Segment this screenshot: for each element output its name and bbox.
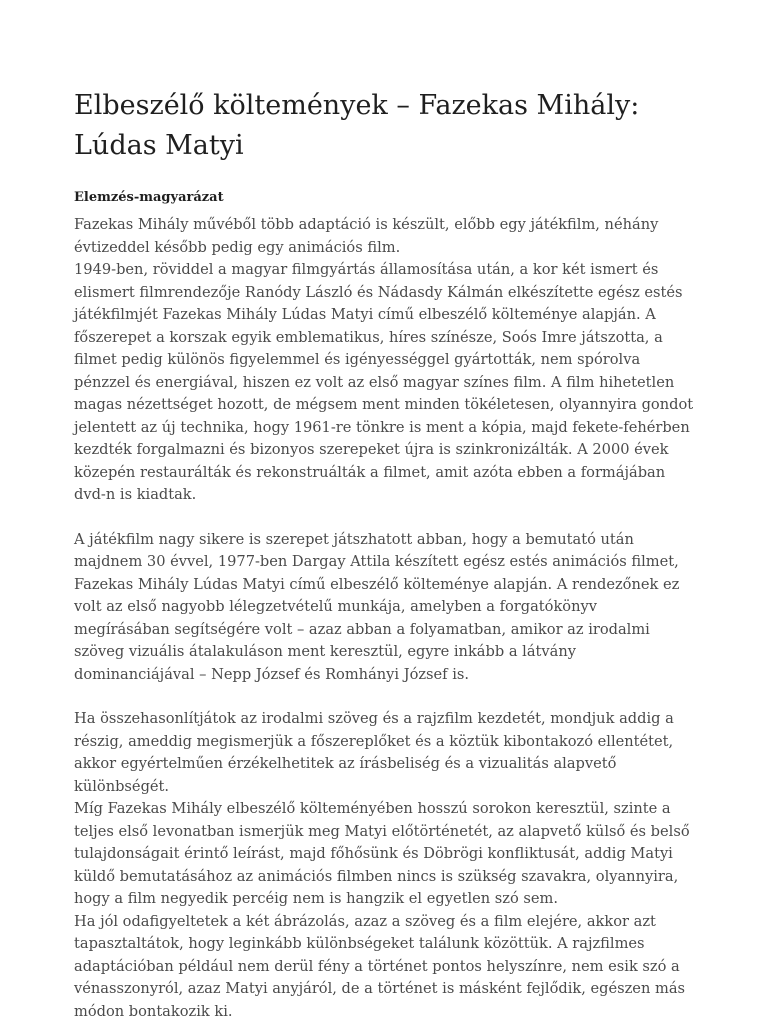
page-title: Elbeszélő költemények – Fazekas Mihály: Lúdas Matyi — [74, 90, 640, 161]
paragraph-gap — [74, 507, 696, 529]
section-subheading: Elemzés-magyarázat — [74, 190, 224, 205]
paragraph-poem-vs-film: Míg Fazekas Mihály elbeszélő költeményében hosszú sorokon keresztül, szinte a teljes első levonatban ismerjük meg Matyi előtörténetét, az alapvető külső és belső tulajdonságait érintő leírást, majd főhősünk és Döbrögi konfliktusát, addig Matyi küldő bemutatásához az animációs filmben nincs is szükség szavakra, olyannyira, hogy a film negyedik percéig nem is hangzik el egyetlen szó sem. — [74, 800, 690, 907]
paragraph-intro: Fazekas Mihály művéből több adaptáció is készült, előbb egy játékfilm, néhány évtizeddel később pedig egy animációs film. — [74, 216, 659, 256]
paragraph-animation: A játékfilm nagy sikere is szerepet játszhatott abban, hogy a bemutató után majdnem 30 évvel, 1977-ben Dargay Attila készített egész estés animációs filmet, Fazekas Mihály Lúdas Matyi című elbeszélő költeménye alapján. A rendezőnek ez volt az első nagyobb lélegzetvételű munkája, amelyben a forgatókönyv megírásában segítségére volt – azaz abban a folyamatban, amikor az irodalmi szöveg vizuális átalakuláson ment keresztül, egyre inkább a látvány dominanciájával – Nepp József és Romhányi József is. — [74, 530, 680, 683]
document-page — [74, 86, 696, 1023]
paragraph-gap — [74, 686, 696, 708]
paragraph-differences: Ha jól odafigyeltetek a két ábrázolás, azaz a szöveg és a film elejére, akkor azt tapasztaltátok, hogy leginkább különbségeket találunk közöttük. A rajzfilmes adaptációban például nem derül fény a történet pontos helyszínre, nem esik szó a vénasszonyról, azaz Matyi anyjáról, de a történet is másként fejlődik, egészen más módon bontakozik ki. — [74, 912, 686, 1020]
paragraph-comparison: Ha összehasonlítjátok az irodalmi szöveg és a rajzfilm kezdetét, mondjuk addig a részig, ameddig megismerjük a főszereplőket és a köztük kibontakozó ellentétet, akkor egyértelműen érzékelhetitek az írásbeliség és a vizualitás alapvető különbségét. — [74, 710, 674, 795]
paragraph-1949-film: 1949-ben, röviddel a magyar filmgyártás államosítása után, a kor két ismert és elismert filmrendezője Ranódy László és Nádasdy Kálmán elkészítette egész estés játékfilmjét Fazekas Mihály Lúdas Matyi című elbeszélő költeménye alapján. A főszerepet a korszak egyik emblematikus, híres színésze, Soós Imre játszotta, a filmet pedig különös figyelemmel és igényességgel gyártották, nem spórolva pénzzel és energiával, hiszen ez volt az első magyar színes film. A film hihetetlen magas nézettséget hozott, de mégsem ment minden tökéletesen, olyannyira gondot jelentett az új technika, hogy 1961-re tönkre is ment a kópia, majd fekete-fehérben kezdték forgalmazni és bizonyos szerepeket újra is szinkronizálták. A 2000 évek közepén restaurálták és rekonstruálták a filmet, amit azóta ebben a formájában dvd-n is kiadtak. — [74, 261, 694, 503]
